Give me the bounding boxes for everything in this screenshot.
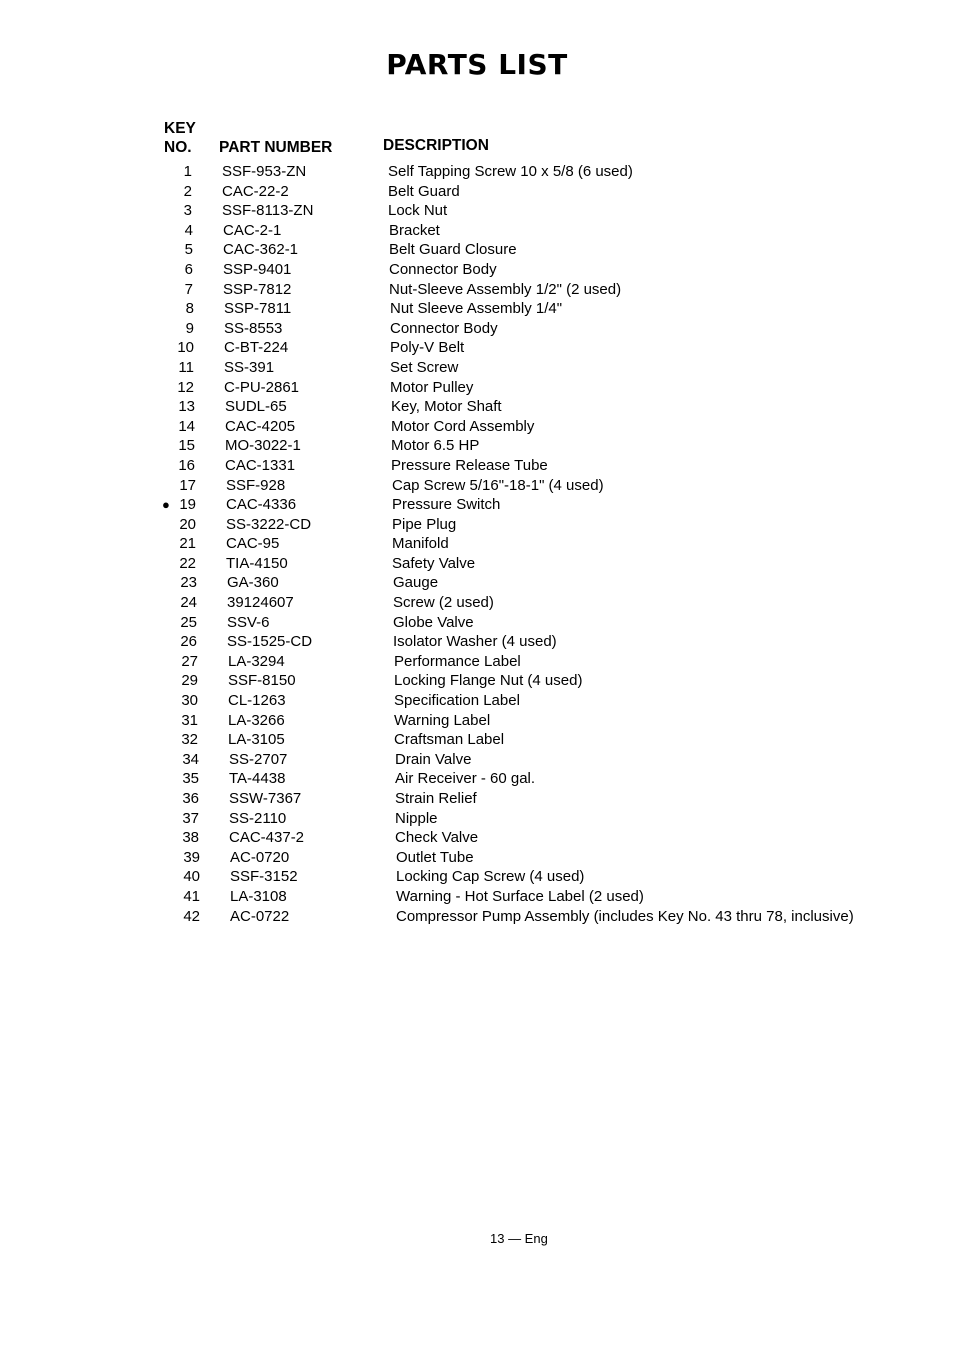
part-number: CAC-4336 (226, 496, 297, 514)
key-number: 20 (179, 515, 196, 533)
table-row (6, 652, 954, 672)
description-header: DESCRIPTION (383, 137, 489, 154)
part-number: SS-2110 (229, 809, 287, 827)
key-number: 42 (183, 907, 200, 925)
part-number: SS-8553 (224, 319, 283, 337)
key-number: 5 (184, 241, 193, 259)
table-row (5, 593, 954, 613)
part-number: SSV-6 (227, 613, 270, 631)
table-row (1, 240, 954, 260)
table-row (7, 828, 954, 848)
key-number: 23 (180, 574, 197, 592)
part-description: Check Valve (395, 829, 479, 847)
key-number: 38 (182, 829, 199, 847)
part-description: Manifold (392, 535, 449, 553)
table-row (1, 260, 954, 280)
table-row (8, 887, 954, 907)
key-number: 4 (184, 221, 193, 239)
table-row (1, 280, 954, 300)
part-number: SSF-953-ZN (222, 163, 307, 180)
part-number: SSP-9401 (223, 260, 292, 278)
part-number: SS-2707 (229, 750, 288, 768)
key-number: 11 (178, 358, 194, 376)
table-row (6, 711, 954, 731)
key-number: 24 (180, 594, 197, 612)
key-number: 6 (184, 260, 193, 278)
part-number: CAC-4205 (225, 417, 296, 435)
table-row (4, 534, 954, 554)
key-number: 2 (183, 182, 192, 200)
table-row (6, 691, 954, 711)
key-number: 34 (182, 750, 199, 768)
key-number: 32 (181, 731, 198, 749)
part-description: Globe Valve (393, 613, 474, 631)
part-number: LA-3105 (228, 731, 285, 749)
part-number: LA-3266 (228, 711, 285, 729)
part-description: Craftsman Label (394, 731, 505, 749)
part-number: C-PU-2861 (224, 378, 300, 396)
table-row (8, 867, 954, 887)
part-description: Belt Guard Closure (389, 241, 517, 259)
part-description: Locking Flange Nut (4 used) (394, 672, 583, 690)
part-number: CAC-95 (226, 535, 280, 553)
key-number: 14 (178, 417, 195, 435)
part-description: Locking Cap Screw (4 used) (396, 868, 585, 886)
table-row (5, 613, 954, 633)
part-description: Pressure Switch (392, 496, 501, 514)
part-description: Connector Body (390, 319, 498, 337)
part-number: MO-3022-1 (225, 437, 301, 455)
part-description: Specification Label (394, 692, 520, 710)
bullet-icon: ● (162, 497, 170, 513)
part-number: SS-3222-CD (226, 515, 312, 533)
part-number: C-BT-224 (224, 339, 289, 357)
key-number: 27 (181, 652, 198, 670)
part-description: Lock Nut (388, 202, 448, 220)
part-description: Connector Body (389, 260, 497, 278)
table-row (7, 809, 954, 829)
part-number: SSF-928 (226, 476, 286, 494)
part-number: CAC-362-1 (223, 241, 299, 259)
table-row (0, 182, 954, 202)
part-description: Cap Screw 5/16"-18-1" (4 used) (392, 476, 604, 494)
part-description: Set Screw (390, 358, 459, 376)
part-number: CAC-1331 (225, 456, 296, 474)
key-number: 12 (177, 378, 194, 396)
table-row (0, 162, 954, 182)
part-description: Pipe Plug (392, 515, 457, 533)
page-title: PARTS LIST (386, 48, 568, 81)
part-description: Outlet Tube (396, 848, 474, 866)
part-description: Bracket (389, 221, 440, 239)
key-number: 25 (180, 613, 197, 631)
parts-table (0, 162, 954, 926)
table-row (2, 358, 954, 378)
part-description: Drain Valve (395, 750, 472, 768)
part-number: SSF-8113-ZN (222, 202, 314, 220)
table-row (6, 730, 954, 750)
table-row (4, 495, 954, 515)
part-number: SSF-8150 (228, 672, 296, 690)
table-row (3, 436, 954, 456)
key-number: 40 (183, 868, 200, 886)
part-number: 39124607 (227, 594, 294, 612)
part-number: SS-1525-CD (227, 633, 313, 651)
part-description: Warning Label (394, 711, 491, 729)
table-row (2, 338, 954, 358)
part-description: Nut-Sleeve Assembly 1/2" (2 used) (389, 280, 622, 298)
key-number: 17 (179, 476, 196, 494)
part-description: Isolator Washer (4 used) (393, 633, 557, 651)
part-description: Gauge (393, 574, 439, 592)
part-description: Nipple (395, 809, 438, 827)
table-row (7, 789, 954, 809)
part-number: TA-4438 (229, 770, 286, 788)
part-description: Performance Label (394, 652, 521, 670)
key-number: 31 (181, 711, 198, 729)
key-number: 36 (182, 790, 199, 807)
key-number: 41 (183, 887, 200, 905)
key-number: 37 (182, 809, 199, 827)
part-number: CL-1263 (228, 692, 286, 710)
part-description: Self Tapping Screw 10 x 5/8 (6 used) (388, 163, 633, 180)
part-number: SSW-7367 (229, 790, 302, 807)
part-number: TIA-4150 (226, 554, 288, 572)
table-row (7, 769, 954, 789)
table-row (7, 750, 954, 770)
part-number: SSF-3152 (230, 868, 298, 886)
part-number: LA-3294 (228, 652, 285, 670)
key-number: 13 (178, 398, 195, 416)
part-number: CAC-437-2 (229, 829, 305, 847)
key-number: 3 (183, 202, 192, 220)
key-number: 1 (183, 163, 192, 180)
part-description: Compressor Pump Assembly (includes Key No. 43 thru 78, inclusive) (396, 907, 854, 925)
part-number: AC-0722 (230, 907, 290, 925)
key-number: 8 (185, 300, 194, 318)
part-description: Screw (2 used) (393, 594, 494, 612)
table-row (6, 671, 954, 691)
table-row (0, 201, 954, 221)
key-number: 21 (179, 535, 196, 553)
part-description: Key, Motor Shaft (391, 398, 502, 416)
key-number: 22 (179, 554, 196, 572)
key-number: 29 (181, 672, 198, 690)
part-number: CAC-22-2 (222, 182, 289, 200)
part-number: SSP-7811 (224, 300, 292, 318)
part-number: SSP-7812 (223, 280, 292, 298)
key-number: 15 (178, 437, 195, 455)
key-number: 35 (182, 770, 199, 788)
part-description: Strain Relief (395, 790, 477, 807)
table-row (3, 456, 954, 476)
key-number: 10 (177, 339, 194, 357)
part-number: AC-0720 (230, 848, 290, 866)
table-row (2, 319, 954, 339)
table-row (4, 554, 954, 574)
key-header-line1: KEY (164, 120, 196, 137)
table-row (4, 476, 954, 496)
key-header-line2: NO. (164, 139, 192, 156)
table-row (8, 848, 954, 868)
table-row (2, 299, 954, 319)
part-number: SS-391 (224, 358, 275, 376)
table-row (3, 417, 954, 437)
part-description: Poly-V Belt (390, 339, 465, 357)
part-number: LA-3108 (230, 887, 287, 905)
key-number: 30 (181, 692, 198, 710)
key-number: 39 (183, 848, 200, 866)
key-number: 19 (179, 496, 196, 514)
part-number-header: PART NUMBER (219, 139, 333, 156)
part-number: GA-360 (227, 574, 279, 592)
part-description: Safety Valve (392, 554, 476, 572)
part-description: Belt Guard (388, 182, 460, 200)
part-number: CAC-2-1 (223, 221, 282, 239)
table-row (8, 907, 954, 927)
table-row (5, 573, 954, 593)
part-number: SUDL-65 (225, 398, 287, 416)
page-footer: 13 — Eng (490, 1231, 548, 1246)
part-description: Nut Sleeve Assembly 1/4" (390, 300, 563, 318)
table-row (3, 397, 954, 417)
part-description: Pressure Release Tube (391, 456, 548, 474)
table-row (4, 515, 954, 535)
key-number: 9 (185, 319, 194, 337)
table-row (5, 632, 954, 652)
part-description: Air Receiver - 60 gal. (395, 770, 536, 788)
part-description: Motor Pulley (390, 378, 474, 396)
part-description: Warning - Hot Surface Label (2 used) (396, 887, 644, 905)
table-row (2, 378, 954, 398)
table-row (1, 221, 954, 241)
part-description: Motor 6.5 HP (391, 437, 480, 455)
key-number: 7 (184, 280, 193, 298)
part-description: Motor Cord Assembly (391, 417, 535, 435)
key-number: 16 (178, 456, 195, 474)
key-number: 26 (180, 633, 197, 651)
